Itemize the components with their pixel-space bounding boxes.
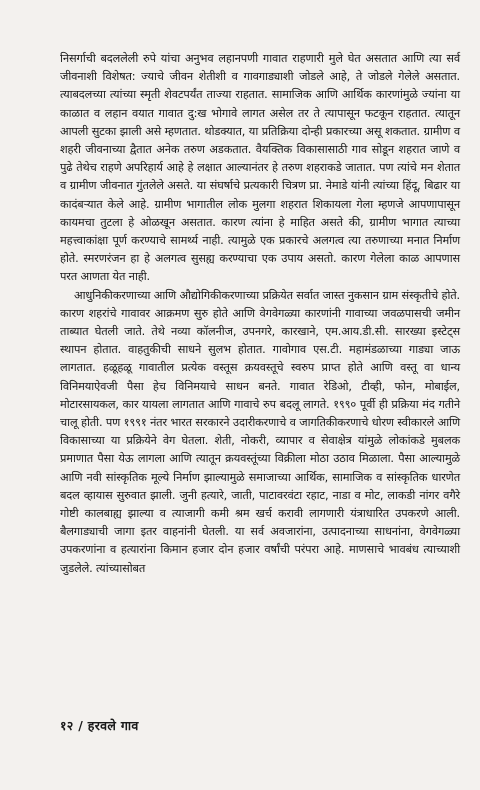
footer-separator: / [78,718,84,733]
paragraph-2: आधुनिकीकरणाच्या आणि औद्योगिकीकरणाच्या प्रक्रियेत सर्वात जास्त नुकसान ग्राम संस्कृतीचे होते. कारण शहरांचे गावावर आक्रमण सुरु होते आणि वेगवेगळ्या कारणांनी गावाच्या जवळपासची जमीन ताब्यात घेतली जाते. तेथे नव्या कॉलनीज, उपनगरे, कारखाने, एम.आय.डी.सी. सारख्या इस्टेट्स स्थापन होतात. वाहतुकीची साधने सुलभ होतात. गावोगाव एस.टी. महामंडळाच्या गाड्या जाऊ लागतात. हळूहळू गावातील प्रत्येक वस्तूस क्रयवस्तूचे स्वरुप प्राप्त होते आणि वस्तू वा धान्य विनिमयाऐवजी पैसा हेच विनिमयाचे साधन बनते. गावात रेडिओ, टीव्ही, फोन, मोबाईल, मोटारसायकल, कार यायला लागतात आणि गावाचे रुप बदलू लागते. १९९० पूर्वी ही प्रक्रिया मंद गतीने चालू होती. पण १९९१ नंतर भारत सरकारने उदारीकरणाचे व जागतिकीकरणाचे धोरण स्वीकारले आणि विकासाच्या या प्रक्रियेने वेग घेतला. शेती, नोकरी, व्यापार व सेवाक्षेत्र यांमुळे लोकांकडे मुबलक प्रमाणात पैसा येऊ लागला आणि त्यातून क्रयवस्तूंच्या विक्रीला मोठा उठाव मिळाला. पैसा आल्यामुळे आणि नवी सांस्कृतिक मूल्ये निर्माण झाल्यामुळे समाजाच्या आर्थिक, सामाजिक व सांस्कृतिक धारणेत बदल व्हायास सुरुवात झाली. जुनी हत्यारे, जाती, पाटावरवंटा रहाट, नाडा व मोट, लाकडी नांगर वगैरे गोष्टी कालबाह्य झाल्या व त्याजागी कमी श्रम खर्च करावी लागणारी यंत्राधारित उपकरणे आली. बैलगाड्याची जागा इतर वाहनांनी घेतली. या सर्व अवजारांना, उत्पादनाच्या साधनांना, वेगवेगळ्या उपकरणांना व हत्यारांना किमान हजार दोन हजार वर्षांची परंपरा आहे. माणसाचे भावबंध त्याच्याशी जुडलेले. त्यांच्यासोबत [60,288,460,575]
paragraph-1: निसर्गाची बदललेली रुपे यांचा अनुभव लहानपणी गावात राहणारी मुले घेत असतात आणि त्या सर्व जीवनाशी विशेषत: ज्याचे जीवन शेतीशी व गावगाड्याशी जोडले आहे, ते जोडले गेलेले असतात. त्याबदलच्या त्यांच्या स्मृती शेवटपर्यंत ताज्या राहतात. सामाजिक आणि आर्थिक कारणांमुळे ज्यांना या काळात व लहान वयात गावात दु:ख भोगावे लागत असेल तर ते त्यापासून फटकून राहतात. त्यातून आपली सुटका झाली असे म्हणतात. थोडक्यात, या प्रतिक्रिया दोन्ही प्रकारच्या असू शकतात. ग्रामीण व शहरी जीवनाच्या द्वैतात अनेक तरुण अडकतात. वैयक्तिक विकासासाठी गाव सोडून शहरात जाणे व पुढे तेथेच राहणे अपरिहार्य आहे हे लक्षात आल्यानंतर हे तरुण शहराकडे जातात. पण त्यांचे मन शेतात व ग्रामीण जीवनात गुंतलेले असते. या संघर्षाचे प्रत्यकारी चित्रण प्रा. नेमाडे यांनी त्यांच्या हिंदू, बिढार या कादंबऱ्यात केले आहे. ग्रामीण भागातील लोक मुलगा शहरात शिकायला गेला म्हणजे आपणापासून कायमचा तुटला हे ओळखून असतात. कारण त्यांना हे माहित असते की, ग्रामीण भागात त्याच्या महत्त्वाकांक्षा पूर्ण करण्याचे सामर्थ्य नाही. त्यामुळे एक प्रकारचे अलगत्व त्या तरुणाच्या मनात निर्माण होते. स्मरणरंजन हा हे अलगत्व सुसह्य करण्याचा एक उपाय असतो. कारण गेलेला काळ आपणास परत आणता येत नाही. [60,52,460,284]
page-number: १२ [60,718,74,733]
running-title: हरवले गाव [87,718,139,733]
page-footer [60,717,139,734]
page-body [60,50,460,578]
